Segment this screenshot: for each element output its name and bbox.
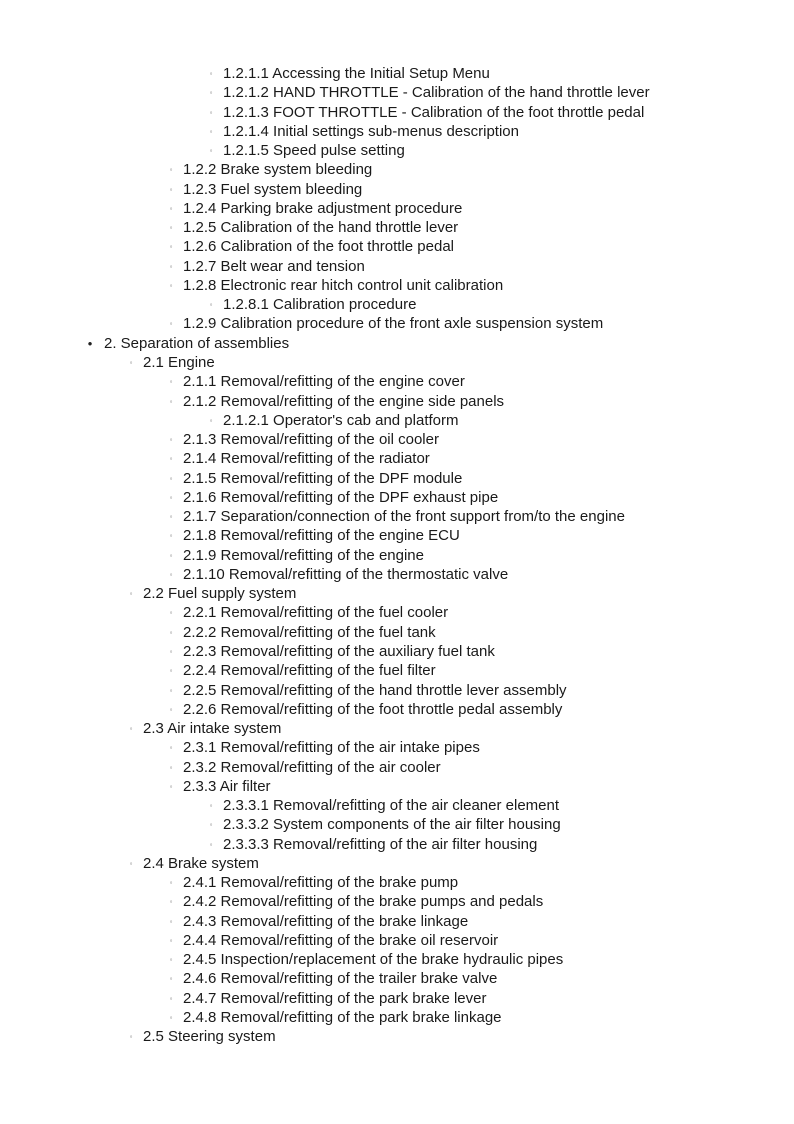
toc-entry-label[interactable]: 1.2.1.1 Accessing the Initial Setup Menu [223, 65, 490, 82]
bullet-circle-icon: ◦ [169, 569, 173, 579]
bullet-circle-icon: ◦ [129, 724, 133, 734]
toc-entry[interactable] [0, 353, 794, 372]
toc-entry-label[interactable]: 1.2.1.2 HAND THROTTLE - Calibration of the hand throttle lever [223, 84, 650, 102]
toc-entry[interactable] [0, 218, 794, 237]
toc-entry-label[interactable]: 2.1.8 Removal/refitting of the engine ECU [183, 527, 460, 545]
bullet-circle-icon: ◦ [209, 820, 213, 830]
toc-entry[interactable] [0, 661, 794, 680]
toc-entry-label[interactable]: 2.4.1 Removal/refitting of the brake pump [183, 874, 459, 892]
toc-entry-label[interactable]: 2.3.2 Removal/refitting of the air cooler [183, 758, 441, 776]
toc-entry[interactable] [0, 681, 794, 700]
toc-entry-label[interactable]: 1.2.7 Belt wear and tension [183, 257, 365, 275]
toc-entry[interactable] [0, 276, 794, 295]
bullet-circle-icon: ◦ [169, 165, 173, 175]
toc-entry-label[interactable]: 1.2.9 Calibration procedure of the front axle suspension system [183, 315, 604, 333]
toc-entry-label[interactable]: 2.1.10 Removal/refitting of the thermostatic valve [183, 565, 509, 583]
bullet-circle-icon: ◦ [169, 955, 173, 965]
toc-entry[interactable] [0, 546, 794, 565]
toc-entry[interactable] [0, 912, 794, 931]
bullet-circle-icon: ◦ [169, 762, 173, 772]
toc-entry[interactable] [0, 314, 794, 333]
bullet-circle-icon: ◦ [209, 839, 213, 849]
toc-entry[interactable] [0, 700, 794, 719]
bullet-circle-icon: ◦ [169, 743, 173, 753]
toc-entry-label[interactable]: 2.4.5 Inspection/replacement of the brake hydraulic pipes [183, 951, 564, 969]
toc-entry-label[interactable]: 2.5 Steering system [143, 1028, 276, 1046]
bullet-circle-icon: ◦ [169, 897, 173, 907]
bullet-circle-icon: ◦ [129, 858, 133, 868]
bullet-circle-icon: ◦ [209, 126, 213, 136]
toc-entry[interactable] [0, 873, 794, 892]
toc-entry-label[interactable]: 1.2.6 Calibration of the foot throttle pedal [183, 238, 455, 256]
bullet-circle-icon: ◦ [209, 88, 213, 98]
toc-entry-label[interactable]: 2.4 Brake system [143, 854, 259, 872]
toc-entry[interactable] [0, 1027, 794, 1046]
bullet-circle-icon: ◦ [169, 666, 173, 676]
toc-entry[interactable] [0, 507, 794, 526]
bullet-circle-icon: ◦ [129, 1032, 133, 1042]
bullet-circle-icon: ◦ [209, 69, 213, 78]
bullet-circle-icon: ◦ [169, 627, 173, 637]
toc-entry-label[interactable]: 2.1.3 Removal/refitting of the oil cooler [183, 431, 439, 449]
bullet-circle-icon: ◦ [169, 993, 173, 1003]
bullet-circle-icon: ◦ [169, 935, 173, 945]
toc-entry-label[interactable]: 2.4.4 Removal/refitting of the brake oil reservoir [183, 931, 499, 949]
toc-entry[interactable] [0, 469, 794, 488]
bullet-circle-icon: ◦ [169, 473, 173, 483]
toc-entry-label[interactable]: 2.2.2 Removal/refitting of the fuel tank [183, 623, 436, 641]
bullet-circle-icon: ◦ [209, 300, 213, 310]
toc-entry-label[interactable]: 2.1.4 Removal/refitting of the radiator [183, 450, 430, 468]
toc-entry[interactable] [0, 565, 794, 584]
toc-entry[interactable] [0, 777, 794, 796]
toc-entry-label[interactable]: 1.2.4 Parking brake adjustment procedure [183, 199, 463, 217]
bullet-circle-icon: ◦ [169, 261, 173, 271]
toc-entry-label[interactable]: 2.1.7 Separation/connection of the front support from/to the engine [183, 508, 625, 526]
toc-entry[interactable] [0, 199, 794, 218]
toc-entry-label[interactable]: 2.4.7 Removal/refitting of the park brake lever [183, 989, 487, 1007]
bullet-circle-icon: ◦ [169, 646, 173, 656]
toc-entry[interactable] [0, 83, 794, 102]
toc-entry[interactable] [0, 430, 794, 449]
toc-entry[interactable] [0, 411, 794, 430]
toc-entry[interactable] [0, 257, 794, 276]
toc-entry[interactable] [0, 526, 794, 545]
toc-entry[interactable] [0, 738, 794, 757]
toc-entry-label[interactable]: 2.3 Air intake system [143, 720, 282, 738]
bullet-circle-icon: ◦ [169, 974, 173, 984]
toc-entry[interactable] [0, 719, 794, 738]
toc-entry-label[interactable]: 2.2.4 Removal/refitting of the fuel filter [183, 662, 436, 680]
toc-entry[interactable] [0, 141, 794, 160]
toc-entry-label[interactable]: 1.2.2 Brake system bleeding [183, 161, 373, 179]
toc-entry-label[interactable]: 1.2.1.3 FOOT THROTTLE - Calibration of the foot throttle pedal [223, 103, 645, 121]
toc-entry-label[interactable]: 2.1.2 Removal/refitting of the engine side panels [183, 392, 505, 410]
toc-entry[interactable] [0, 603, 794, 622]
toc-entry[interactable] [0, 835, 794, 854]
toc-entry-label[interactable]: 2.4.2 Removal/refitting of the brake pumps and pedals [183, 893, 544, 911]
toc-entry-label[interactable]: 1.2.1.5 Speed pulse setting [223, 142, 405, 160]
bullet-circle-icon: ◦ [169, 242, 173, 252]
bullet-circle-icon: ◦ [169, 184, 173, 194]
toc-entry-label[interactable]: 2.2.1 Removal/refitting of the fuel cooler [183, 604, 449, 622]
bullet-circle-icon: ◦ [209, 801, 213, 811]
bullet-circle-icon: ◦ [209, 146, 213, 156]
toc-entry-label[interactable]: 1.2.3 Fuel system bleeding [183, 180, 363, 198]
toc-entry[interactable] [0, 488, 794, 507]
bullet-circle-icon: ◦ [129, 357, 133, 367]
toc-entry-label[interactable]: 2.1.2.1 Operator's cab and platform [223, 411, 459, 429]
toc-entry[interactable] [0, 623, 794, 642]
bullet-circle-icon: ◦ [169, 280, 173, 290]
toc-entry[interactable] [0, 989, 794, 1008]
bullet-circle-icon: ◦ [169, 550, 173, 560]
bullet-circle-icon: ◦ [169, 512, 173, 522]
toc-entry[interactable] [0, 64, 794, 83]
toc-entry-label[interactable]: 2.3.1 Removal/refitting of the air intake pipes [183, 739, 480, 757]
bullet-circle-icon: ◦ [169, 492, 173, 502]
toc-entry-label[interactable]: 2.2.6 Removal/refitting of the foot throttle pedal assembly [183, 700, 563, 718]
toc-entry-label[interactable]: 2.3.3 Air filter [183, 777, 271, 795]
table-of-contents [0, 64, 794, 1047]
toc-entry[interactable] [0, 449, 794, 468]
toc-entry-label[interactable]: 2.2 Fuel supply system [143, 585, 297, 603]
toc-entry[interactable] [0, 334, 794, 353]
toc-entry[interactable] [0, 584, 794, 603]
bullet-circle-icon: ◦ [169, 878, 173, 888]
toc-entry-label[interactable]: 2.4.3 Removal/refitting of the brake linkage [183, 912, 469, 930]
bullet-circle-icon: ◦ [169, 916, 173, 926]
toc-entry[interactable] [0, 237, 794, 256]
toc-entry[interactable] [0, 758, 794, 777]
bullet-circle-icon: ◦ [169, 1013, 173, 1023]
toc-entry[interactable] [0, 372, 794, 391]
bullet-circle-icon: ◦ [169, 319, 173, 329]
bullet-circle-icon: ◦ [209, 415, 213, 425]
bullet-circle-icon: ◦ [129, 589, 133, 599]
bullet-circle-icon: ◦ [169, 396, 173, 406]
toc-entry-label[interactable]: 2.1.1 Removal/refitting of the engine cover [183, 373, 465, 391]
toc-entry-label[interactable]: 1.2.8.1 Calibration procedure [223, 296, 417, 314]
toc-entry[interactable] [0, 796, 794, 815]
toc-entry[interactable] [0, 122, 794, 141]
bullet-circle-icon: ◦ [169, 608, 173, 618]
toc-entry[interactable] [0, 180, 794, 199]
toc-entry-label[interactable]: 1.2.8 Electronic rear hitch control unit calibration [183, 276, 504, 294]
toc-entry[interactable] [0, 931, 794, 950]
bullet-circle-icon: ◦ [169, 704, 173, 714]
toc-entry-label[interactable]: 1.2.1.4 Initial settings sub-menus description [223, 122, 519, 140]
toc-entry-label[interactable]: 1.2.5 Calibration of the hand throttle lever [183, 219, 459, 237]
toc-entry[interactable] [0, 642, 794, 661]
bullet-circle-icon: ◦ [169, 685, 173, 695]
toc-entry[interactable] [0, 392, 794, 411]
toc-entry-label[interactable]: 2.3.3.1 Removal/refitting of the air cleaner element [223, 797, 560, 815]
toc-entry[interactable] [0, 892, 794, 911]
toc-entry[interactable] [0, 950, 794, 969]
toc-entry[interactable] [0, 815, 794, 834]
bullet-circle-icon: ◦ [169, 435, 173, 445]
bullet-circle-icon: ◦ [169, 377, 173, 387]
toc-entry[interactable] [0, 1008, 794, 1027]
bullet-dot-icon: • [87, 335, 93, 351]
bullet-circle-icon: ◦ [169, 781, 173, 791]
toc-entry-label[interactable]: 2.4.8 Removal/refitting of the park brake linkage [183, 1009, 502, 1027]
toc-entry-label[interactable]: 2.4.6 Removal/refitting of the trailer brake valve [183, 970, 498, 988]
bullet-circle-icon: ◦ [169, 531, 173, 541]
toc-entry-label[interactable]: 2.1.6 Removal/refitting of the DPF exhaust pipe [183, 488, 499, 506]
toc-entry-label[interactable]: 2.3.3.3 Removal/refitting of the air filter housing [223, 835, 538, 853]
toc-entry[interactable] [0, 103, 794, 122]
bullet-circle-icon: ◦ [169, 223, 173, 233]
toc-entry-label[interactable]: 2.1.5 Removal/refitting of the DPF module [183, 469, 463, 487]
toc-entry-label[interactable]: 2.1 Engine [143, 353, 215, 371]
toc-entry-label[interactable]: 2.2.5 Removal/refitting of the hand throttle lever assembly [183, 681, 567, 699]
toc-entry-label[interactable]: 2.1.9 Removal/refitting of the engine [183, 546, 424, 564]
toc-entry-label[interactable]: 2.2.3 Removal/refitting of the auxiliary fuel tank [183, 642, 495, 660]
toc-entry[interactable] [0, 969, 794, 988]
bullet-circle-icon: ◦ [169, 203, 173, 213]
toc-entry[interactable] [0, 854, 794, 873]
toc-entry-label[interactable]: 2.3.3.2 System components of the air filter housing [223, 816, 561, 834]
toc-entry-label[interactable]: 2. Separation of assemblies [104, 334, 290, 352]
toc-entry[interactable] [0, 160, 794, 179]
bullet-circle-icon: ◦ [169, 454, 173, 464]
bullet-circle-icon: ◦ [209, 107, 213, 117]
toc-entry[interactable] [0, 295, 794, 314]
